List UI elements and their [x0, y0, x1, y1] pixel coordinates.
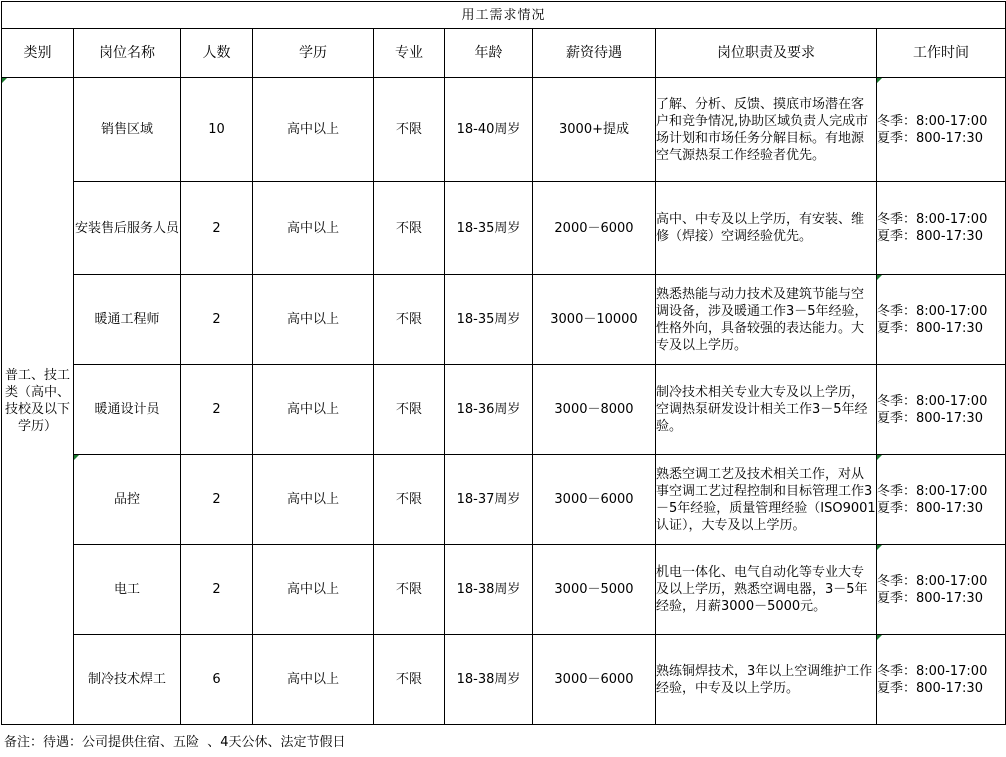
duties-cell[interactable]: 熟悉空调工艺及技术相关工作，对从事空调工艺过程控制和目标管理工作3－5年经验，质量管理经验（ISO9001认证），大专及以上学历。: [656, 455, 877, 545]
position-cell[interactable]: 暖通工程师: [74, 275, 181, 365]
count-cell[interactable]: 2: [181, 365, 253, 455]
count-cell[interactable]: 2: [181, 455, 253, 545]
position-cell[interactable]: 制冷技术焊工: [74, 635, 181, 725]
duties-cell[interactable]: 熟练铜焊技术，3年以上空调维护工作经验，中专及以上学历。: [656, 635, 877, 725]
work-time-cell[interactable]: [877, 78, 1006, 182]
salary-cell[interactable]: 3000－6000: [533, 455, 656, 545]
major-cell[interactable]: 不限: [374, 635, 445, 725]
position-cell[interactable]: 电工: [74, 545, 181, 635]
winter-time: 冬季：8:00-17:00: [877, 212, 988, 227]
header-row: [2, 29, 1006, 78]
age-cell[interactable]: 18-38周岁: [445, 635, 533, 725]
table-row: [2, 635, 1006, 725]
cell-comment-marker: [74, 455, 79, 460]
major-cell[interactable]: 不限: [374, 545, 445, 635]
age-cell[interactable]: 18-36周岁: [445, 365, 533, 455]
major-cell[interactable]: 不限: [374, 455, 445, 545]
table-row: [2, 275, 1006, 365]
winter-time: 冬季：8:00-17:00: [877, 303, 988, 319]
work-time-cell[interactable]: [877, 635, 1006, 725]
age-cell[interactable]: 18-35周岁: [445, 275, 533, 365]
cell-comment-marker: [877, 275, 882, 280]
major-cell[interactable]: 不限: [374, 365, 445, 455]
salary-cell[interactable]: 3000+提成: [533, 78, 656, 182]
age-cell[interactable]: 18-40周岁: [445, 78, 533, 182]
education-cell[interactable]: 高中以上: [253, 365, 374, 455]
position-cell[interactable]: 安装售后服务人员: [74, 182, 181, 275]
education-cell[interactable]: 高中以上: [253, 545, 374, 635]
age-cell[interactable]: 18-37周岁: [445, 455, 533, 545]
major-cell[interactable]: 不限: [374, 78, 445, 182]
table-row: [2, 545, 1006, 635]
header-major[interactable]: 专业: [374, 29, 445, 78]
summer-time: 夏季：800-17:30: [877, 229, 983, 244]
summer-time: 夏季：800-17:30: [877, 500, 983, 516]
winter-time: 冬季：8:00-17:00: [877, 573, 988, 589]
header-category[interactable]: 类别: [2, 29, 74, 78]
work-time-cell[interactable]: [877, 545, 1006, 635]
work-time-cell[interactable]: [877, 182, 1006, 275]
duties-cell[interactable]: 了解、分析、反馈、摸底市场潜在客户和竞争情况,协助区域负责人完成市场计划和市场任务分解目标。有地源空气源热泵工作经验者优先。: [656, 78, 877, 182]
header-work-time[interactable]: 工作时间: [877, 29, 1006, 78]
count-cell[interactable]: 2: [181, 275, 253, 365]
summer-time: 夏季：800-17:30: [877, 410, 983, 426]
cell-comment-marker: [877, 455, 882, 460]
winter-time: 冬季：8:00-17:00: [877, 393, 988, 409]
category-text: 普工、技工类（高中、技校及以下学历）: [4, 368, 70, 434]
age-cell[interactable]: 18-38周岁: [445, 545, 533, 635]
education-cell[interactable]: 高中以上: [253, 455, 374, 545]
cell-comment-marker: [2, 78, 7, 83]
demand-table: [1, 1, 1006, 725]
age-cell[interactable]: 18-35周岁: [445, 182, 533, 275]
education-cell[interactable]: 高中以上: [253, 635, 374, 725]
winter-time: 冬季：8:00-17:00: [877, 663, 988, 679]
header-count[interactable]: 人数: [181, 29, 253, 78]
major-cell[interactable]: 不限: [374, 275, 445, 365]
count-cell[interactable]: 2: [181, 545, 253, 635]
footnote-text[interactable]: 备注：待遇：公司提供住宿、五险 、4天公休、法定节假日: [4, 735, 346, 750]
category-cell[interactable]: [2, 78, 74, 725]
education-cell[interactable]: 高中以上: [253, 78, 374, 182]
salary-cell[interactable]: 3000－5000: [533, 545, 656, 635]
duties-cell[interactable]: 高中、中专及以上学历，有安装、维修（焊接）空调经验优先。: [656, 182, 877, 275]
duties-cell[interactable]: 熟悉热能与动力技术及建筑节能与空调设备，涉及暖通工作3－5年经验，性格外向，具备较强的表达能力。大专及以上学历。: [656, 275, 877, 365]
position-cell[interactable]: [74, 455, 181, 545]
header-duties[interactable]: 岗位职责及要求: [656, 29, 877, 78]
position-cell[interactable]: 暖通设计员: [74, 365, 181, 455]
education-cell[interactable]: 高中以上: [253, 275, 374, 365]
cell-comment-marker: [877, 545, 882, 550]
position-cell[interactable]: 销售区域: [74, 78, 181, 182]
salary-cell[interactable]: 3000－10000: [533, 275, 656, 365]
salary-cell[interactable]: 3000－6000: [533, 635, 656, 725]
education-cell[interactable]: 高中以上: [253, 182, 374, 275]
table-row: [2, 455, 1006, 545]
header-age[interactable]: 年龄: [445, 29, 533, 78]
work-time-cell[interactable]: [877, 275, 1006, 365]
header-position[interactable]: 岗位名称: [74, 29, 181, 78]
salary-cell[interactable]: 2000－6000: [533, 182, 656, 275]
count-cell[interactable]: 6: [181, 635, 253, 725]
table-row: [2, 182, 1006, 275]
count-cell[interactable]: 10: [181, 78, 253, 182]
duties-cell[interactable]: 机电一体化、电气自动化等专业大专及以上学历，熟悉空调电器，3－5年经验，月薪3000－5000元。: [656, 545, 877, 635]
winter-time: 冬季：8:00-17:00: [877, 113, 988, 129]
header-education[interactable]: 学历: [253, 29, 374, 78]
work-time-cell[interactable]: [877, 365, 1006, 455]
table-row: [2, 78, 1006, 182]
major-cell[interactable]: 不限: [374, 182, 445, 275]
duties-cell[interactable]: 制冷技术相关专业大专及以上学历，空调热泵研发设计相关工作3－5年经验。: [656, 365, 877, 455]
cell-comment-marker: [877, 78, 882, 83]
cell-comment-marker: [877, 635, 882, 640]
winter-time: 冬季：8:00-17:00: [877, 483, 988, 499]
table-title[interactable]: 用工需求情况: [2, 2, 1006, 29]
work-time-cell[interactable]: [877, 455, 1006, 545]
summer-time: 夏季：800-17:30: [877, 680, 983, 696]
salary-cell[interactable]: 3000－8000: [533, 365, 656, 455]
position-text: 品控: [113, 492, 140, 507]
table-row: [2, 365, 1006, 455]
header-salary[interactable]: 薪资待遇: [533, 29, 656, 78]
summer-time: 夏季：800-17:30: [877, 130, 983, 146]
summer-time: 夏季：800-17:30: [877, 320, 983, 336]
count-cell[interactable]: 2: [181, 182, 253, 275]
summer-time: 夏季：800-17:30: [877, 590, 983, 606]
